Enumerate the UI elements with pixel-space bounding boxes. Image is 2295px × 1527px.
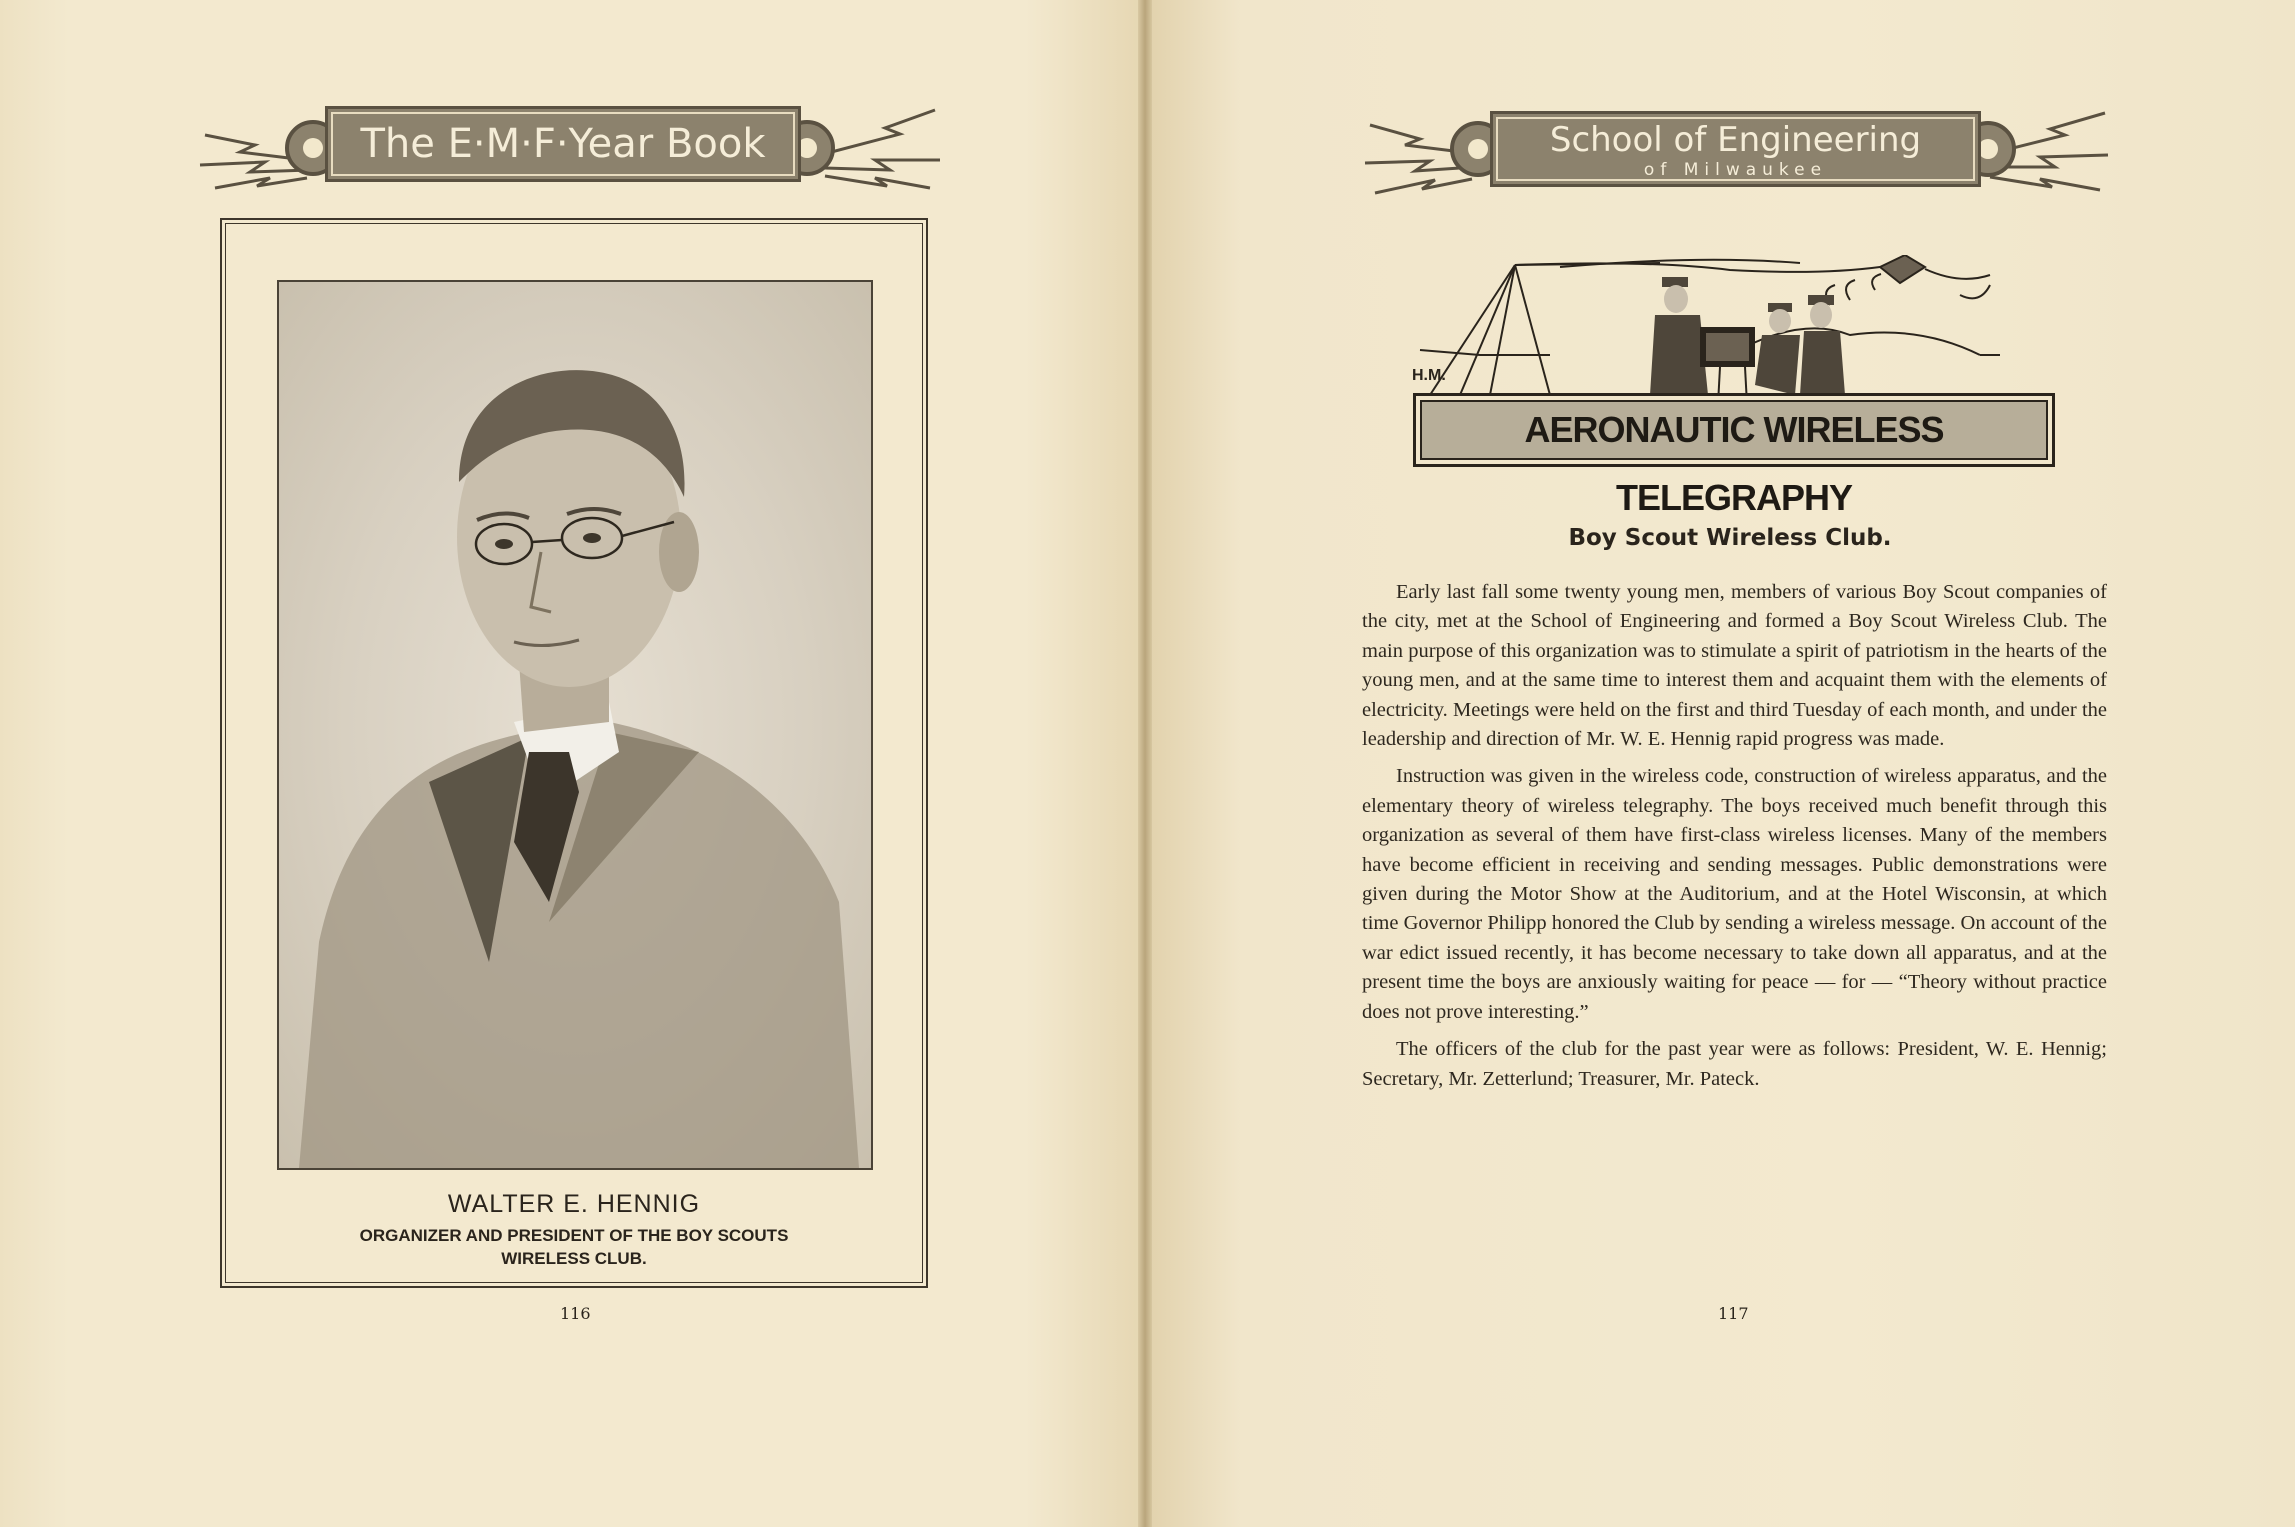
right-header-subtitle: of Milwaukee — [1643, 160, 1828, 180]
portrait-frame — [220, 218, 928, 1288]
portrait-figure — [279, 282, 871, 1168]
right-header-banner — [1360, 105, 2110, 205]
article-paragraph: Early last fall some twenty young men, members of various Boy Scout companies of the city, met at the School of Engineering and formed a Boy Scout Wireless Club. The main purpose of this organization was to stimulate a spirit of patriotism in the hearts of the young men, and at the same time to interest them and acquaint them with the elements of electricity. Meetings were held on the first and third Tuesday of each month, and under the leadership and direction of Mr. W. E. Hennig rapid progress was made. — [1362, 581, 2107, 751]
page-number-left: 116 — [560, 1304, 591, 1323]
left-header-title: The E·M·F·Year Book — [325, 106, 801, 182]
left-header-banner — [195, 100, 945, 200]
article-paragraph: Instruction was given in the wireless code, construction of wireless apparatus, and the elementary theory of wireless telegraphy. The boys received much benefit through this organization as several of them have first-class wireless licenses. Many of the members have become efficient in receiving and sending messages. Public demonstrations were given during the Motor Show at the Auditorium, and at the Hotel Wisconsin, at which time Governor Philipp honored the Club by sending a wireless message. On account of the war edict issued recently, it has become necessary to take down all apparatus, and at the present time the boys are anxiously waiting for peace — for — “Theory without practice does not prove interesting.” — [1362, 765, 2107, 1023]
caption-subtitle: ORGANIZER AND PRESIDENT OF THE BOY SCOUTS WIRELESS CLUB. — [359, 1226, 789, 1268]
book-gutter — [1138, 0, 1152, 1527]
right-header-box — [1490, 111, 1981, 187]
right-header-title: School of Engineering — [1549, 120, 1922, 160]
illustration-monogram: H.M. — [1412, 367, 1446, 384]
article-title: Boy Scout Wireless Club. — [1568, 525, 1892, 551]
illustration-label: AERONAUTIC WIRELESS TELEGRAPHY — [1413, 393, 2055, 467]
article-paragraph: The officers of the club for the past year were as follows: President, W. E. Hennig; Secretary, Mr. Zetterlund; Treasurer, Mr. Pateck. — [1362, 1038, 2107, 1090]
article-body — [1362, 578, 2107, 1102]
portrait-photo — [277, 280, 873, 1170]
caption-name: WALTER E. HENNIG — [447, 1190, 701, 1218]
page-number-right: 117 — [1718, 1304, 1749, 1323]
